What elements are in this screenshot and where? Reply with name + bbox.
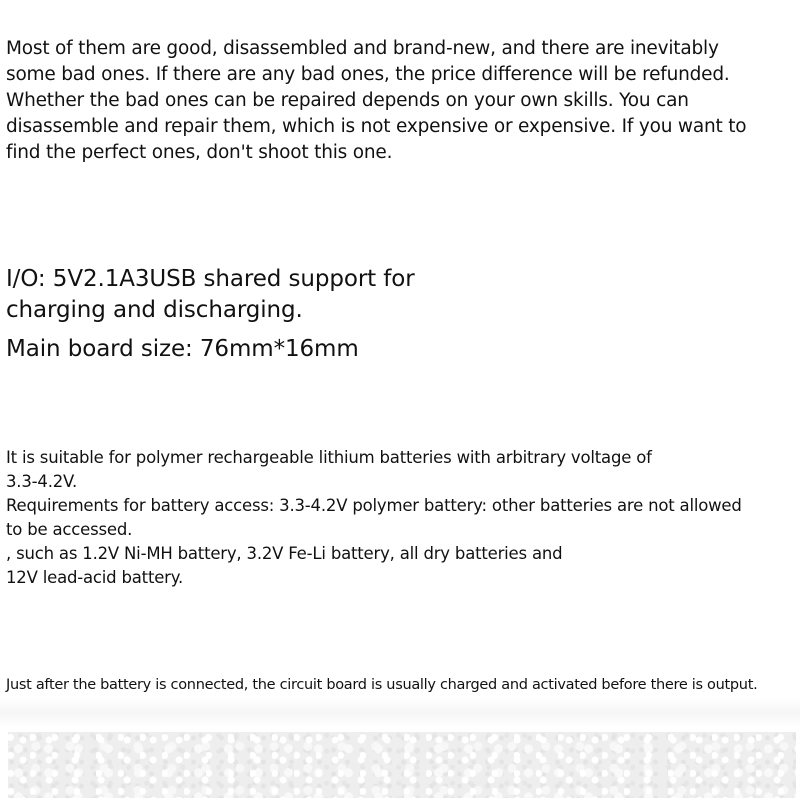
compatibility-line: 3.3-4.2V. <box>6 472 78 491</box>
textured-paper-strip <box>8 732 796 798</box>
intro-line: Whether the bad ones can be repaired depends on your own skills. You can <box>6 90 689 111</box>
activation-note-text: Just after the battery is connected, the circuit board is usually charged and activated before there is output. <box>6 677 758 693</box>
background-smudge <box>0 698 800 728</box>
specs-section <box>6 264 415 365</box>
intro-line: some bad ones. If there are any bad ones, the price difference will be refunded. <box>6 64 730 85</box>
intro-paragraph <box>6 36 746 166</box>
intro-line: disassemble and repair them, which is not expensive or expensive. If you want to <box>6 116 747 137</box>
compatibility-line: Requirements for battery access: 3.3-4.2V polymer battery: other batteries are not allowed <box>6 496 742 515</box>
compatibility-line: to be accessed. <box>6 520 133 539</box>
activation-note <box>6 675 757 695</box>
compatibility-line: 12V lead-acid battery. <box>6 568 184 587</box>
board-size-spec: Main board size: 76mm*16mm <box>6 336 359 362</box>
intro-line: find the perfect ones, don't shoot this one. <box>6 142 393 163</box>
io-spec-line: charging and discharging. <box>6 297 303 323</box>
compatibility-line: , such as 1.2V Ni-MH battery, 3.2V Fe-Li battery, all dry batteries and <box>6 544 563 563</box>
io-spec-line: I/O: 5V2.1A3USB shared support for <box>6 266 415 292</box>
compatibility-line: It is suitable for polymer rechargeable lithium batteries with arbitrary voltage of <box>6 448 652 467</box>
intro-line: Most of them are good, disassembled and brand-new, and there are inevitably <box>6 38 719 59</box>
compatibility-paragraph <box>6 446 742 590</box>
